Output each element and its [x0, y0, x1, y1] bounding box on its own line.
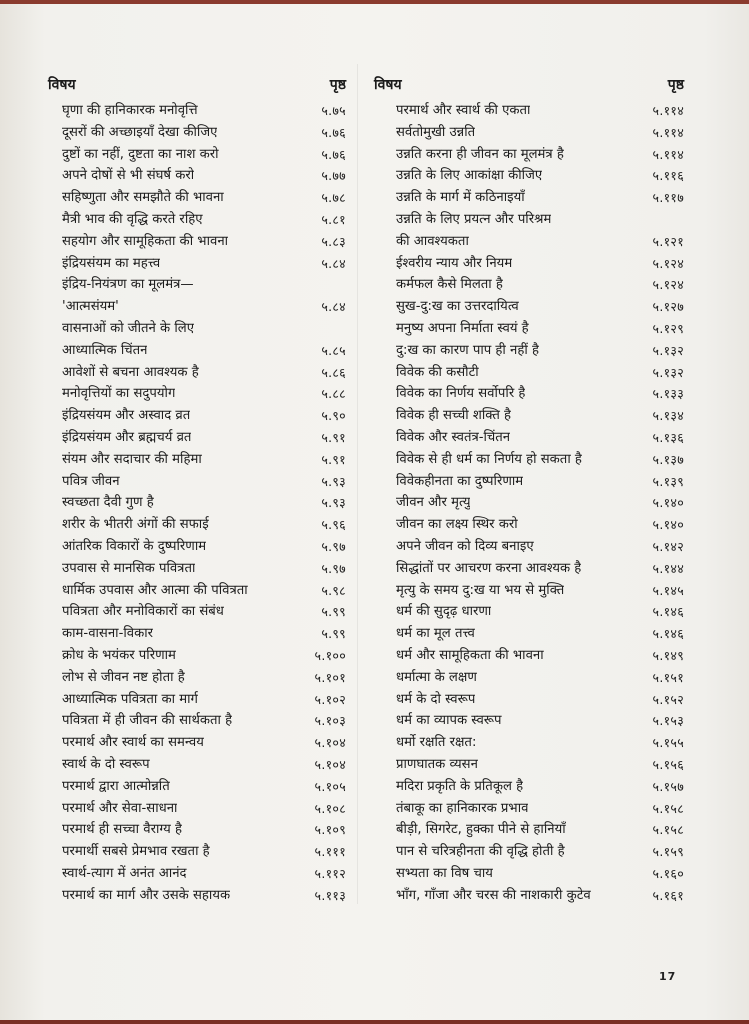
- entry-page: ५.९८: [321, 582, 346, 598]
- entry-topic: आध्यात्मिक चिंतन: [62, 342, 148, 358]
- entry-page: ५.७५: [321, 103, 346, 118]
- entry-topic: काम-वासना-विकार: [62, 626, 154, 642]
- entry-page: ५.९१: [321, 451, 346, 467]
- entry-page: ५.९९: [321, 604, 346, 620]
- entry-topic: दुष्टों का नहीं, दुष्टता का नाश करो: [62, 146, 219, 162]
- entry-topic: पान से चरित्रहीनता की वृद्धि होती है: [396, 844, 565, 860]
- entry-page: ५.१४०: [652, 517, 684, 533]
- entry-page: ५.९७: [321, 538, 346, 554]
- toc-entry: [48, 144, 346, 166]
- entry-topic: परमार्थ और सेवा-साधना: [62, 800, 178, 816]
- toc-entry: [48, 536, 346, 558]
- entry-page: ५.१४५: [652, 582, 684, 598]
- toc-entry: [48, 514, 346, 536]
- entry-page: ५.१५९: [652, 844, 684, 860]
- toc-entry: [48, 863, 346, 885]
- toc-entry: [374, 558, 684, 580]
- entry-page: ५.१३४: [652, 408, 684, 424]
- entry-topic: की आवश्यकता: [396, 233, 469, 249]
- entry-page: ५.१६०: [652, 865, 684, 881]
- entry-topic: संयम और सदाचार की महिमा: [62, 451, 202, 467]
- toc-entry: [48, 645, 346, 667]
- toc-entry: [48, 492, 346, 514]
- entry-page: ५.९९: [321, 626, 346, 642]
- toc-entry: [374, 209, 684, 231]
- entry-page: ५.७८: [321, 190, 346, 206]
- entry-topic: पवित्रता में ही जीवन की सार्थकता है: [62, 713, 233, 729]
- entry-topic: मृत्यु के समय दु:ख या भय से मुक्ति: [396, 582, 565, 598]
- toc-entry: [48, 253, 346, 275]
- entry-topic: परमार्थ का मार्ग और उसके सहायक: [62, 887, 231, 903]
- entry-topic: धर्म की सुदृढ़ धारणा: [396, 604, 492, 620]
- toc-entry: [48, 732, 346, 754]
- toc-entry: [374, 187, 684, 209]
- toc-entry: [374, 340, 684, 362]
- entry-topic: पवित्र जीवन: [62, 473, 120, 489]
- toc-entry: [48, 427, 346, 449]
- toc-right-column: [374, 68, 686, 906]
- entry-page: ५.१४४: [652, 560, 684, 576]
- toc-entry: [48, 689, 346, 711]
- entry-topic: उन्नति करना ही जीवन का मूलमंत्र है: [396, 146, 564, 162]
- entry-topic: जीवन और मृत्यु: [396, 495, 471, 511]
- toc-entry: [48, 623, 346, 645]
- toc-entry: [48, 580, 346, 602]
- entry-page: ५.११७: [652, 190, 684, 206]
- toc-entry: [374, 122, 684, 144]
- toc-entry: [48, 798, 346, 820]
- entry-page: ५.१४२: [652, 538, 684, 554]
- entry-topic: स्वच्छता दैवी गुण है: [62, 495, 154, 511]
- toc-entry: [48, 296, 346, 318]
- entry-topic: मैत्री भाव की वृद्धि करते रहिए: [62, 211, 203, 227]
- column-divider: [357, 64, 358, 904]
- toc-entries: [48, 100, 348, 906]
- toc-entry: [374, 667, 684, 689]
- header-topic: विषय: [48, 77, 76, 93]
- toc-entry: [374, 514, 684, 536]
- toc-entry: [48, 187, 346, 209]
- toc-entry: [374, 405, 684, 427]
- entry-page: ५.८५: [321, 342, 346, 358]
- toc-entry: [374, 819, 684, 841]
- entry-page: ५.१४६: [652, 604, 684, 620]
- toc-entry: [374, 253, 684, 275]
- entry-page: ५.८१: [321, 211, 346, 227]
- entry-page: ५.१५२: [652, 691, 684, 707]
- toc-entry: [374, 710, 684, 732]
- entry-page: ५.८३: [321, 233, 346, 249]
- entry-page: ५.१३९: [652, 473, 684, 489]
- entry-page: ५.११२: [314, 865, 346, 881]
- entry-topic: परमार्थ और स्वार्थ की एकता: [396, 103, 531, 118]
- entry-topic: उपवास से मानसिक पवित्रता: [62, 560, 196, 576]
- entry-page: ५.१२१: [652, 233, 684, 249]
- entry-page: ५.९३: [321, 495, 346, 511]
- entry-page: ५.१५७: [652, 778, 684, 794]
- toc-entry: [48, 819, 346, 841]
- toc-entries: [374, 100, 686, 906]
- entry-topic: स्वार्थ के दो स्वरूप: [62, 756, 150, 772]
- toc-entry: [374, 427, 684, 449]
- toc-entry: [374, 449, 684, 471]
- entry-topic: धर्म के दो स्वरूप: [396, 691, 476, 707]
- toc-entry: [48, 340, 346, 362]
- entry-topic: स्वार्थ-त्याग में अनंत आनंद: [62, 865, 187, 881]
- entry-topic: मनोवृत्तियों का सदुपयोग: [62, 386, 176, 402]
- entry-topic: सहयोग और सामूहिकता की भावना: [62, 233, 229, 249]
- entry-topic: इंद्रियसंयम और ब्रह्मचर्य व्रत: [62, 429, 192, 445]
- entry-topic: प्राणघातक व्यसन: [396, 756, 478, 772]
- entry-topic: दूसरों की अच्छाइयाँ देखा कीजिए: [62, 124, 218, 140]
- entry-topic: अपने दोषों से भी संघर्ष करो: [62, 168, 195, 184]
- toc-entry: [374, 144, 684, 166]
- entry-topic: आवेशों से बचना आवश्यक है: [62, 364, 199, 380]
- entry-topic: क्रोध के भयंकर परिणाम: [62, 647, 176, 663]
- toc-entry: [48, 601, 346, 623]
- entry-topic: धार्मिक उपवास और आत्मा की पवित्रता: [62, 582, 248, 598]
- entry-topic: विवेक से ही धर्म का निर्णय हो सकता है: [396, 451, 582, 467]
- entry-topic: धर्म और सामूहिकता की भावना: [396, 647, 544, 663]
- entry-page: ५.९६: [321, 517, 346, 533]
- toc-entry: [48, 231, 346, 253]
- entry-page: ५.८४: [321, 299, 346, 315]
- entry-page: ५.१५६: [652, 756, 684, 772]
- entry-page: ५.१०९: [314, 822, 346, 838]
- entry-topic: विवेकहीनता का दुष्परिणाम: [396, 473, 524, 489]
- entry-page: ५.७६: [321, 146, 346, 162]
- entry-page: ५.१३३: [652, 386, 684, 402]
- entry-page: ५.१४०: [652, 495, 684, 511]
- entry-topic: आध्यात्मिक पवित्रता का मार्ग: [62, 691, 198, 707]
- entry-page: ५.९७: [321, 560, 346, 576]
- entry-page: ५.१०४: [314, 756, 346, 772]
- toc-entry: [374, 492, 684, 514]
- toc-entry: [374, 471, 684, 493]
- toc-entry: [48, 122, 346, 144]
- entry-page: ५.१११: [314, 844, 346, 860]
- entry-page: ५.१२९: [652, 320, 684, 336]
- entry-page: ५.१४६: [652, 626, 684, 642]
- entry-page: ५.१५८: [652, 800, 684, 816]
- entry-topic: परमार्थ और स्वार्थ का समन्वय: [62, 735, 204, 751]
- entry-topic: दु:ख का कारण पाप ही नहीं है: [396, 342, 539, 358]
- entry-topic: शरीर के भीतरी अंगों की सफाई: [62, 517, 209, 533]
- entry-page: ५.१०५: [314, 778, 346, 794]
- entry-topic: 'आत्मसंयम': [62, 299, 119, 315]
- entry-page: ५.१६१: [652, 887, 684, 903]
- entry-page: ५.८८: [321, 386, 346, 402]
- header-page: पृष्ठ: [329, 77, 346, 93]
- toc-entry: [374, 885, 684, 907]
- toc-entry: [48, 776, 346, 798]
- entry-page: ५.११३: [314, 887, 346, 903]
- toc-entry: [374, 732, 684, 754]
- entry-topic: विवेक का निर्णय सर्वोपरि है: [396, 386, 526, 402]
- toc-entry: [374, 689, 684, 711]
- entry-topic: पवित्रता और मनोविकारों का संबंध: [62, 604, 224, 620]
- entry-topic: वासनाओं को जीतने के लिए: [62, 320, 194, 336]
- entry-page: ५.८४: [321, 255, 346, 271]
- entry-page: ५.१०१: [314, 669, 346, 685]
- entry-topic: धर्मो रक्षति रक्षत:: [396, 735, 477, 751]
- entry-page: ५.११४: [652, 103, 684, 118]
- header-page: पृष्ठ: [667, 77, 684, 93]
- toc-entry: [374, 231, 684, 253]
- toc-entry: [48, 209, 346, 231]
- toc-entry: [374, 296, 684, 318]
- entry-topic: परमार्थ ही सच्चा वैराग्य है: [62, 822, 182, 838]
- toc-entry: [48, 667, 346, 689]
- entry-page: ५.१५८: [652, 822, 684, 838]
- entry-topic: धर्म का व्यापक स्वरूप: [396, 713, 502, 729]
- entry-topic: परमार्थ द्वारा आत्मोन्नति: [62, 778, 170, 794]
- entry-page: ५.१३२: [652, 364, 684, 380]
- entry-topic: धर्मात्मा के लक्षण: [396, 669, 477, 685]
- entry-topic: सभ्यता का विष चाय: [396, 865, 493, 881]
- entry-topic: परमार्थी सबसे प्रेमभाव रखता है: [62, 844, 210, 860]
- column-header: [374, 68, 684, 94]
- entry-page: ५.१०४: [314, 735, 346, 751]
- entry-page: ५.९०: [321, 408, 346, 424]
- entry-page: ५.१३२: [652, 342, 684, 358]
- toc-entry: [48, 471, 346, 493]
- toc-left-column: [48, 68, 348, 906]
- entry-page: ५.१४९: [652, 647, 684, 663]
- entry-topic: इंद्रियसंयम का महत्त्व: [62, 255, 161, 271]
- entry-topic: उन्नति के मार्ग में कठिनाइयाँ: [396, 190, 525, 206]
- page-number: 17: [659, 970, 677, 983]
- entry-topic: सर्वतोमुखी उन्नति: [396, 124, 476, 140]
- book-page: [0, 4, 749, 1020]
- entry-page: ५.१५३: [652, 713, 684, 729]
- toc-entry: [374, 274, 684, 296]
- toc-entry: [374, 165, 684, 187]
- entry-page: ५.१३७: [652, 451, 684, 467]
- entry-topic: विवेक की कसौटी: [396, 364, 479, 380]
- toc-entry: [374, 863, 684, 885]
- toc-entry: [48, 405, 346, 427]
- entry-topic: तंबाकू का हानिकारक प्रभाव: [396, 800, 529, 816]
- entry-page: ५.१००: [314, 647, 346, 663]
- entry-topic: बीड़ी, सिगरेट, हुक्का पीने से हानियाँ: [396, 822, 566, 838]
- toc-entry: [374, 362, 684, 384]
- toc-entry: [48, 885, 346, 907]
- toc-entry: [48, 274, 346, 296]
- entry-topic: उन्नति के लिए आकांक्षा कीजिए: [396, 168, 543, 184]
- toc-entry: [374, 798, 684, 820]
- toc-entry: [374, 776, 684, 798]
- toc-entry: [48, 449, 346, 471]
- toc-entry: [48, 558, 346, 580]
- entry-topic: मदिरा प्रकृति के प्रतिकूल है: [396, 778, 524, 794]
- entry-page: ५.१५१: [652, 669, 684, 685]
- entry-topic: अपने जीवन को दिव्य बनाइए: [396, 538, 534, 554]
- entry-topic: इंद्रियसंयम और अस्वाद व्रत: [62, 408, 191, 424]
- entry-topic: सुख-दु:ख का उत्तरदायित्व: [396, 299, 519, 315]
- header-topic: विषय: [374, 77, 402, 93]
- entry-page: ५.११६: [652, 168, 684, 184]
- toc-entry: [374, 841, 684, 863]
- entry-page: ५.७६: [321, 124, 346, 140]
- entry-topic: सिद्धांतों पर आचरण करना आवश्यक है: [396, 560, 582, 576]
- entry-page: ५.१०८: [314, 800, 346, 816]
- toc-entry: [374, 536, 684, 558]
- entry-topic: कर्मफल कैसे मिलता है: [396, 277, 503, 293]
- entry-topic: लोभ से जीवन नष्ट होता है: [62, 669, 185, 685]
- toc-entry: [48, 754, 346, 776]
- toc-entry: [48, 100, 346, 122]
- entry-topic: ईश्वरीय न्याय और नियम: [396, 255, 513, 271]
- entry-page: ५.९१: [321, 429, 346, 445]
- toc-entry: [48, 710, 346, 732]
- entry-page: ५.१२४: [652, 277, 684, 293]
- entry-page: ५.११४: [652, 146, 684, 162]
- toc-entry: [374, 383, 684, 405]
- entry-page: ५.१०२: [314, 691, 346, 707]
- entry-topic: विवेक ही सच्ची शक्ति है: [396, 408, 512, 424]
- entry-topic: विवेक और स्वतंत्र-चिंतन: [396, 429, 511, 445]
- toc-entry: [374, 601, 684, 623]
- entry-topic: जीवन का लक्ष्य स्थिर करो: [396, 517, 518, 533]
- cover-edge: [0, 1020, 749, 1024]
- toc-entry: [374, 623, 684, 645]
- entry-topic: आंतरिक विकारों के दुष्परिणाम: [62, 538, 207, 554]
- toc-entry: [374, 754, 684, 776]
- entry-page: ५.११४: [652, 124, 684, 140]
- entry-page: ५.१२७: [652, 299, 684, 315]
- toc-entry: [374, 318, 684, 340]
- column-header: [48, 68, 346, 94]
- entry-page: ५.७७: [321, 168, 346, 184]
- toc-entry: [48, 841, 346, 863]
- toc-entry: [374, 100, 684, 122]
- toc-entry: [48, 165, 346, 187]
- entry-page: ५.१२४: [652, 255, 684, 271]
- toc-entry: [48, 383, 346, 405]
- toc-entry: [374, 580, 684, 602]
- entry-topic: सहिष्णुता और समझौते की भावना: [62, 190, 224, 206]
- entry-topic: धर्म का मूल तत्त्व: [396, 626, 475, 642]
- entry-topic: उन्नति के लिए प्रयत्न और परिश्रम: [396, 211, 552, 227]
- entry-topic: घृणा की हानिकारक मनोवृत्ति: [62, 103, 198, 118]
- entry-topic: भाँग, गाँजा और चरस की नाशकारी कुटेव: [396, 887, 591, 903]
- entry-page: ५.१०३: [314, 713, 346, 729]
- entry-page: ५.१५५: [652, 735, 684, 751]
- toc-entry: [374, 645, 684, 667]
- toc-entry: [48, 362, 346, 384]
- toc-entry: [48, 318, 346, 340]
- entry-page: ५.९३: [321, 473, 346, 489]
- entry-page: ५.८६: [321, 364, 346, 380]
- entry-page: ५.१३६: [652, 429, 684, 445]
- entry-topic: इंद्रिय-नियंत्रण का मूलमंत्र—: [62, 277, 194, 293]
- entry-topic: मनुष्य अपना निर्माता स्वयं है: [396, 320, 529, 336]
